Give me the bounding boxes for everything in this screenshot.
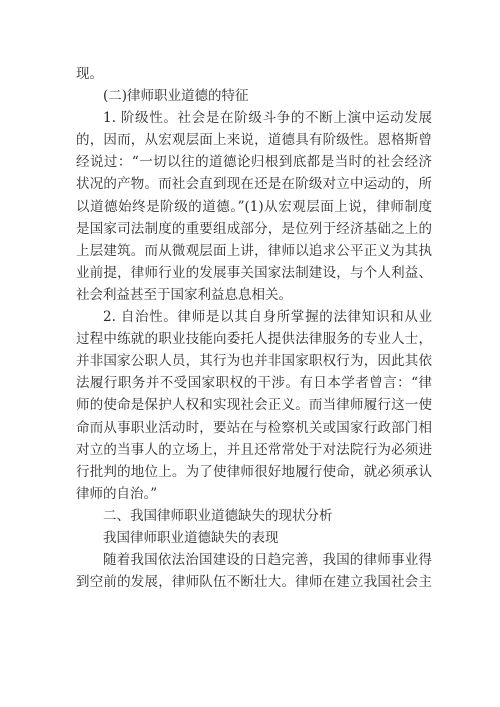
text-line: 法履行职务并不受国家职权的干涉。有日本学者曾言：“律	[76, 375, 432, 392]
text-line: 师的使命是保护人权和实现社会正义。而当律师履行这一使	[76, 397, 432, 414]
text-line: 命而从事职业活动时，要站在与检察机关或国家行政部门相	[76, 419, 432, 436]
text-line: 到空前的发展，律师队伍不断壮大。律师在建立我国社会主	[76, 574, 432, 591]
section-heading: 二、我国律师职业道德缺失的现状分析	[103, 507, 333, 524]
text-line: 过程中练就的职业技能向委托人提供法律服务的专业人士，	[76, 331, 432, 348]
subsection-heading: 我国律师职业道德缺失的表现	[103, 529, 279, 546]
document-body	[76, 63, 432, 593]
text-line: 行批判的地位上。为了使律师很好地履行使命，就必须承认	[76, 463, 432, 480]
text-line: 社会利益甚至于国家利益息息相关。	[76, 286, 292, 303]
text-line: 状况的产物。而社会直到现在还是在阶级对立中运动的，所	[76, 176, 432, 193]
text-line: 以道德始终是阶级的道德。”(1)从宏观层面上说，律师制度	[76, 198, 432, 215]
text-line: 经说过：“一切以往的道德论归根到底都是当时的社会经济	[76, 154, 432, 171]
text-line: 对立的当事人的立场上，并且还常常处于对法院行为必须进	[76, 441, 432, 458]
text-line: 现。	[76, 66, 103, 82]
text-line: 1. 阶级性。社会是在阶级斗争的不断上演中运动发展	[103, 110, 432, 127]
text-line: 的，因而，从宏观层面上来说，道德具有阶级性。恩格斯曾	[76, 132, 432, 149]
section-heading: (二)律师职业道德的特征	[103, 88, 249, 105]
text-line: 上层建筑。而从微观层面上讲，律师以追求公平正义为其执	[76, 242, 432, 259]
text-line: 业前提，律师行业的发展事关国家法制建设，与个人利益、	[76, 264, 432, 281]
text-line: 随着我国依法治国建设的日趋完善，我国的律师事业得	[103, 552, 432, 569]
text-line: 是国家司法制度的重要组成部分，是位列于经济基础之上的	[76, 220, 432, 237]
text-line: 2. 自治性。律师是以其自身所掌握的法律知识和从业	[103, 309, 432, 326]
text-line: 律师的自治。”	[76, 485, 158, 502]
text-line: 并非国家公职人员，其行为也并非国家职权行为，因此其依	[76, 353, 432, 370]
